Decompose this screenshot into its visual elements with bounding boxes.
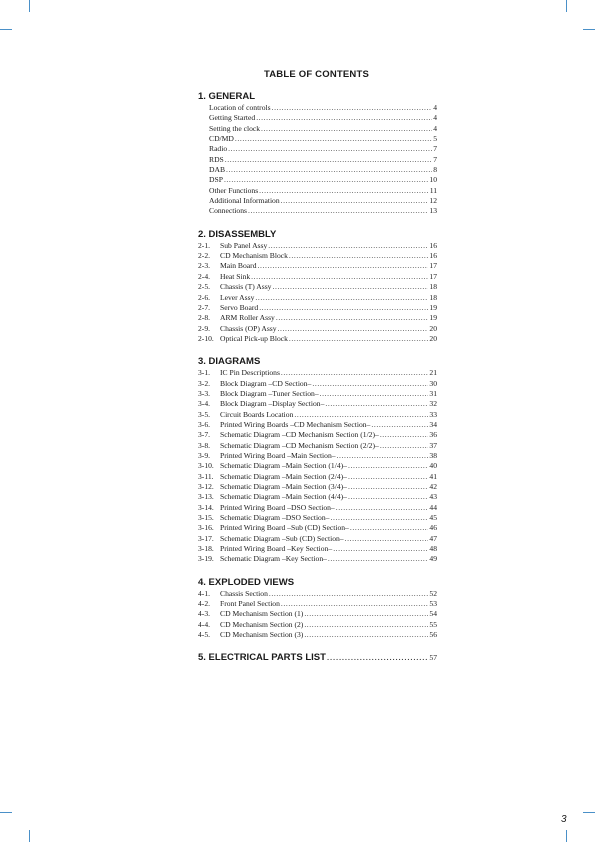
dot-leader bbox=[261, 124, 432, 134]
entry-label: Schematic Diagram –CD Mechanism Section (1/2)– bbox=[220, 430, 379, 440]
entry-page: 7 bbox=[433, 144, 437, 154]
entry-page: 17 bbox=[429, 261, 437, 271]
entry-page: 34 bbox=[429, 419, 437, 429]
toc-entry[interactable] bbox=[198, 389, 437, 399]
dot-leader bbox=[330, 513, 428, 523]
section-heading: 5. ELECTRICAL PARTS LIST bbox=[198, 652, 326, 664]
entry-label: Schematic Diagram –Main Section (3/4)– bbox=[220, 482, 347, 491]
section-heading: 1. GENERAL bbox=[198, 91, 256, 102]
crop-mark-right-bottom bbox=[583, 812, 595, 813]
entry-page: 56 bbox=[429, 630, 437, 640]
toc-section bbox=[198, 228, 437, 344]
toc-entry[interactable] bbox=[198, 620, 437, 630]
dot-leader bbox=[350, 523, 429, 533]
entry-number: 3-3. bbox=[198, 388, 211, 398]
entry-page: 37 bbox=[429, 440, 437, 450]
crop-mark-top-left bbox=[29, 0, 30, 12]
entry-label: Block Diagram –CD Section– bbox=[220, 378, 312, 388]
entry-page: 18 bbox=[429, 282, 437, 292]
toc-entry[interactable] bbox=[198, 420, 437, 430]
entry-label: CD Mechanism Section (3) bbox=[220, 630, 304, 640]
entry-number: 3-12. bbox=[198, 482, 214, 491]
entry-page: 19 bbox=[429, 313, 437, 323]
dot-leader bbox=[345, 534, 429, 544]
entry-page: 8 bbox=[433, 165, 437, 175]
entry-page: 16 bbox=[429, 251, 437, 261]
toc-entry[interactable] bbox=[198, 451, 437, 461]
crop-mark-bottom-left bbox=[29, 830, 30, 842]
entry-label: Heat Sink bbox=[220, 271, 251, 281]
toc-entry[interactable] bbox=[198, 293, 437, 303]
dot-leader bbox=[325, 399, 428, 409]
toc-section bbox=[198, 90, 437, 217]
dot-leader bbox=[226, 165, 432, 175]
entry-number: 3-1. bbox=[198, 368, 211, 378]
toc-entry[interactable] bbox=[198, 261, 437, 271]
toc-section bbox=[198, 651, 437, 664]
entry-page: 10 bbox=[429, 175, 437, 185]
entry-page: 55 bbox=[429, 619, 437, 629]
crop-mark-right-top bbox=[583, 29, 595, 30]
entry-page: 32 bbox=[429, 399, 437, 409]
entry-label: Schematic Diagram –Sub (CD) Section– bbox=[220, 533, 344, 543]
entry-label: DSP bbox=[209, 175, 223, 185]
entry-number: 3-4. bbox=[198, 399, 211, 409]
entry-number: 4-4. bbox=[198, 619, 211, 629]
entry-page: 48 bbox=[429, 544, 437, 554]
entry-number: 2-3. bbox=[198, 261, 211, 271]
entry-label: Schematic Diagram –DSO Section– bbox=[220, 513, 330, 523]
entry-label: Schematic Diagram –Main Section (2/4)– bbox=[220, 471, 347, 481]
dot-leader bbox=[268, 241, 428, 251]
entry-label: Other Functions bbox=[209, 185, 259, 195]
toc-entry[interactable] bbox=[198, 503, 437, 513]
entry-label: Optical Pick-up Block bbox=[220, 333, 288, 343]
entry-page: 18 bbox=[429, 292, 437, 302]
dot-leader bbox=[281, 599, 429, 609]
toc-entry[interactable] bbox=[198, 461, 437, 471]
entry-page: 43 bbox=[429, 492, 437, 502]
dot-leader bbox=[235, 134, 432, 144]
entry-number: 3-16. bbox=[198, 523, 214, 533]
dot-leader bbox=[259, 303, 428, 313]
entry-number: 3-6. bbox=[198, 419, 211, 429]
dot-leader bbox=[281, 368, 429, 378]
entry-number: 3-19. bbox=[198, 554, 214, 564]
dot-leader bbox=[304, 620, 428, 630]
entry-label: Schematic Diagram –Key Section– bbox=[220, 554, 327, 564]
dot-leader bbox=[258, 261, 429, 271]
entry-page: 57 bbox=[429, 653, 437, 663]
entry-label: Printed Wiring Board –Main Section– bbox=[220, 450, 336, 460]
entry-label: Printed Wiring Board –Sub (CD) Section– bbox=[220, 523, 349, 533]
entry-page: 4 bbox=[433, 103, 437, 112]
entry-label: Lever Assy bbox=[220, 292, 255, 302]
dot-leader bbox=[224, 175, 428, 185]
entry-page: 45 bbox=[429, 513, 437, 523]
dot-leader bbox=[248, 206, 428, 216]
entry-label: Schematic Diagram –Main Section (4/4)– bbox=[220, 492, 347, 502]
toc-entry[interactable] bbox=[198, 175, 437, 185]
entry-label: Printed Wiring Boards –CD Mechanism Section– bbox=[220, 419, 371, 429]
table-of-contents bbox=[198, 90, 437, 675]
entry-number: 2-10. bbox=[198, 333, 214, 343]
entry-page: 52 bbox=[429, 588, 437, 598]
entry-page: 21 bbox=[429, 368, 437, 378]
entry-page: 12 bbox=[429, 196, 437, 206]
toc-entry[interactable] bbox=[198, 589, 437, 599]
entry-number: 3-13. bbox=[198, 492, 214, 502]
entry-label: CD Mechanism Section (2) bbox=[220, 619, 304, 629]
dot-leader bbox=[312, 379, 428, 389]
entry-label: Block Diagram –Tuner Section– bbox=[220, 388, 319, 398]
entry-page: 46 bbox=[429, 523, 437, 533]
entry-number: 4-5. bbox=[198, 630, 211, 640]
entry-label: Getting Started bbox=[209, 113, 256, 123]
crop-mark-left-top bbox=[0, 29, 12, 30]
entry-page: 4 bbox=[433, 123, 437, 133]
entry-label: Radio bbox=[209, 144, 228, 154]
entry-page: 7 bbox=[433, 154, 437, 164]
dot-leader bbox=[304, 630, 428, 640]
entry-number: 4-2. bbox=[198, 599, 211, 609]
dot-leader bbox=[348, 472, 428, 482]
dot-leader bbox=[337, 451, 429, 461]
dot-leader bbox=[371, 420, 428, 430]
entry-number: 3-5. bbox=[198, 409, 211, 419]
entry-page: 20 bbox=[429, 323, 437, 333]
toc-entry[interactable] bbox=[198, 186, 437, 196]
entry-number: 2-9. bbox=[198, 323, 211, 333]
toc-entry[interactable] bbox=[198, 523, 437, 533]
toc-entry[interactable] bbox=[198, 334, 437, 344]
entry-number: 3-15. bbox=[198, 513, 214, 523]
entry-label: Chassis (T) Assy bbox=[220, 282, 272, 292]
entry-number: 2-6. bbox=[198, 292, 211, 302]
toc-entry[interactable] bbox=[198, 554, 437, 564]
entry-number: 3-18. bbox=[198, 544, 214, 554]
entry-label: ARM Roller Assy bbox=[220, 313, 275, 323]
toc-entry[interactable] bbox=[198, 651, 437, 664]
entry-page: 20 bbox=[429, 333, 437, 343]
entry-number: 2-7. bbox=[198, 302, 211, 312]
toc-entry[interactable] bbox=[198, 196, 437, 206]
entry-label: Front Panel Section bbox=[220, 599, 280, 609]
crop-mark-left-bottom bbox=[0, 812, 12, 813]
dot-leader bbox=[327, 652, 428, 664]
dot-leader bbox=[348, 461, 428, 471]
entry-label: Setting the clock bbox=[209, 123, 261, 133]
toc-section bbox=[198, 576, 437, 641]
toc-entry[interactable] bbox=[198, 282, 437, 292]
entry-label: Sub Panel Assy bbox=[220, 240, 268, 250]
toc-entry[interactable] bbox=[198, 124, 437, 134]
entry-number: 3-10. bbox=[198, 461, 214, 471]
entry-number: 2-8. bbox=[198, 313, 211, 323]
toc-entry[interactable] bbox=[198, 155, 437, 165]
entry-label: CD Mechanism Block bbox=[220, 251, 288, 261]
section-heading: 3. DIAGRAMS bbox=[198, 356, 261, 368]
dot-leader bbox=[225, 155, 432, 165]
toc-entry[interactable] bbox=[198, 313, 437, 323]
toc-entry[interactable] bbox=[198, 609, 437, 619]
entry-page: 5 bbox=[433, 134, 437, 144]
entry-label: IC Pin Descriptions bbox=[220, 368, 280, 378]
entry-number: 3-2. bbox=[198, 378, 211, 388]
crop-mark-bottom-right bbox=[566, 830, 567, 842]
section-heading: 2. DISASSEMBLY bbox=[198, 228, 277, 240]
dot-leader bbox=[272, 103, 433, 113]
dot-leader bbox=[294, 410, 428, 420]
toc-entry[interactable] bbox=[198, 324, 437, 334]
toc-entry[interactable] bbox=[198, 368, 437, 378]
toc-entry[interactable] bbox=[198, 534, 437, 544]
dot-leader bbox=[281, 196, 429, 206]
entry-label: Block Diagram –Display Section– bbox=[220, 399, 325, 409]
entry-label: Location of controls bbox=[209, 103, 271, 112]
page-number: 3 bbox=[561, 814, 567, 825]
dot-leader bbox=[333, 544, 428, 554]
entry-page: 16 bbox=[429, 240, 437, 250]
entry-number: 4-1. bbox=[198, 588, 211, 598]
dot-leader bbox=[256, 113, 432, 123]
toc-entry[interactable] bbox=[198, 379, 437, 389]
entry-page: 19 bbox=[429, 302, 437, 312]
toc-entry[interactable] bbox=[198, 544, 437, 554]
toc-entry[interactable] bbox=[198, 441, 437, 451]
dot-leader bbox=[348, 492, 428, 502]
entry-page: 4 bbox=[433, 113, 437, 123]
dot-leader bbox=[289, 251, 428, 261]
dot-leader bbox=[380, 441, 429, 451]
dot-leader bbox=[259, 186, 429, 196]
dot-leader bbox=[380, 430, 429, 440]
entry-page: 53 bbox=[429, 599, 437, 609]
entry-page: 11 bbox=[429, 185, 437, 195]
toc-entry[interactable] bbox=[198, 430, 437, 440]
toc-entry[interactable] bbox=[198, 472, 437, 482]
entry-number: 4-3. bbox=[198, 609, 211, 619]
dot-leader bbox=[348, 482, 428, 492]
entry-page: 33 bbox=[429, 409, 437, 419]
entry-label: CD/MD bbox=[209, 134, 234, 144]
toc-entry[interactable] bbox=[198, 399, 437, 409]
entry-label: RDS bbox=[209, 154, 224, 164]
toc-entry[interactable] bbox=[198, 492, 437, 502]
toc-entry[interactable] bbox=[198, 206, 437, 216]
entry-page: 44 bbox=[429, 502, 437, 512]
entry-page: 41 bbox=[429, 471, 437, 481]
toc-entry[interactable] bbox=[198, 241, 437, 251]
toc-entry[interactable] bbox=[198, 303, 437, 313]
entry-label: Printed Wiring Board –Key Section– bbox=[220, 544, 333, 554]
dot-leader bbox=[272, 282, 428, 292]
entry-page: 54 bbox=[429, 609, 437, 619]
entry-label: DAB bbox=[209, 165, 226, 175]
dot-leader bbox=[255, 293, 428, 303]
toc-entry[interactable] bbox=[198, 630, 437, 640]
toc-entry[interactable] bbox=[198, 144, 437, 154]
toc-entry[interactable] bbox=[198, 251, 437, 261]
entry-page: 17 bbox=[429, 271, 437, 281]
toc-section bbox=[198, 355, 437, 565]
entry-number: 2-1. bbox=[198, 240, 211, 250]
dot-leader bbox=[289, 334, 428, 344]
dot-leader bbox=[304, 609, 428, 619]
entry-page: 13 bbox=[429, 206, 437, 216]
toc-entry[interactable] bbox=[198, 103, 437, 113]
toc-entry[interactable] bbox=[198, 599, 437, 609]
entry-label: Chassis Section bbox=[220, 588, 268, 598]
dot-leader bbox=[251, 272, 428, 282]
entry-number: 3-14. bbox=[198, 502, 214, 512]
entry-number: 3-11. bbox=[198, 471, 214, 481]
dot-leader bbox=[228, 144, 432, 154]
entry-label: Additional Information bbox=[209, 196, 280, 206]
entry-page: 40 bbox=[429, 461, 437, 471]
dot-leader bbox=[269, 589, 429, 599]
entry-page: 47 bbox=[429, 533, 437, 543]
entry-label: Printed Wiring Board –DSO Section– bbox=[220, 502, 335, 512]
toc-entry[interactable] bbox=[198, 272, 437, 282]
dot-leader bbox=[276, 313, 429, 323]
dot-leader bbox=[320, 389, 429, 399]
crop-mark-top-right bbox=[566, 0, 567, 12]
entry-page: 42 bbox=[429, 482, 437, 491]
toc-entry[interactable] bbox=[198, 410, 437, 420]
entry-number: 3-9. bbox=[198, 450, 211, 460]
entry-label: Chassis (OP) Assy bbox=[220, 323, 277, 333]
entry-page: 38 bbox=[429, 450, 437, 460]
toc-entry[interactable] bbox=[198, 113, 437, 123]
dot-leader bbox=[278, 324, 429, 334]
entry-page: 49 bbox=[429, 554, 437, 564]
dot-leader bbox=[336, 503, 429, 513]
page-title: TABLE OF CONTENTS bbox=[263, 69, 370, 80]
entry-label: Schematic Diagram –CD Mechanism Section (2/2)– bbox=[220, 440, 379, 450]
entry-number: 3-8. bbox=[198, 440, 211, 450]
toc-entry[interactable] bbox=[198, 134, 437, 144]
entry-number: 2-5. bbox=[198, 282, 211, 292]
entry-number: 2-4. bbox=[198, 271, 211, 281]
entry-page: 36 bbox=[429, 430, 437, 440]
entry-label: Connections bbox=[209, 206, 247, 216]
entry-label: Circuit Boards Location bbox=[220, 409, 294, 419]
entry-number: 2-2. bbox=[198, 251, 211, 261]
section-heading: 4. EXPLODED VIEWS bbox=[198, 576, 295, 588]
entry-label: CD Mechanism Section (1) bbox=[220, 609, 304, 619]
toc-entry[interactable] bbox=[198, 165, 437, 175]
entry-label: Main Board bbox=[220, 261, 257, 271]
toc-entry[interactable] bbox=[198, 482, 437, 492]
entry-number: 3-17. bbox=[198, 533, 214, 543]
entry-number: 3-7. bbox=[198, 430, 211, 440]
entry-label: Schematic Diagram –Main Section (1/4)– bbox=[220, 461, 347, 471]
entry-label: Servo Board bbox=[220, 302, 259, 312]
dot-leader bbox=[328, 554, 428, 564]
toc-entry[interactable] bbox=[198, 513, 437, 523]
entry-page: 31 bbox=[429, 388, 437, 398]
entry-page: 30 bbox=[429, 378, 437, 388]
